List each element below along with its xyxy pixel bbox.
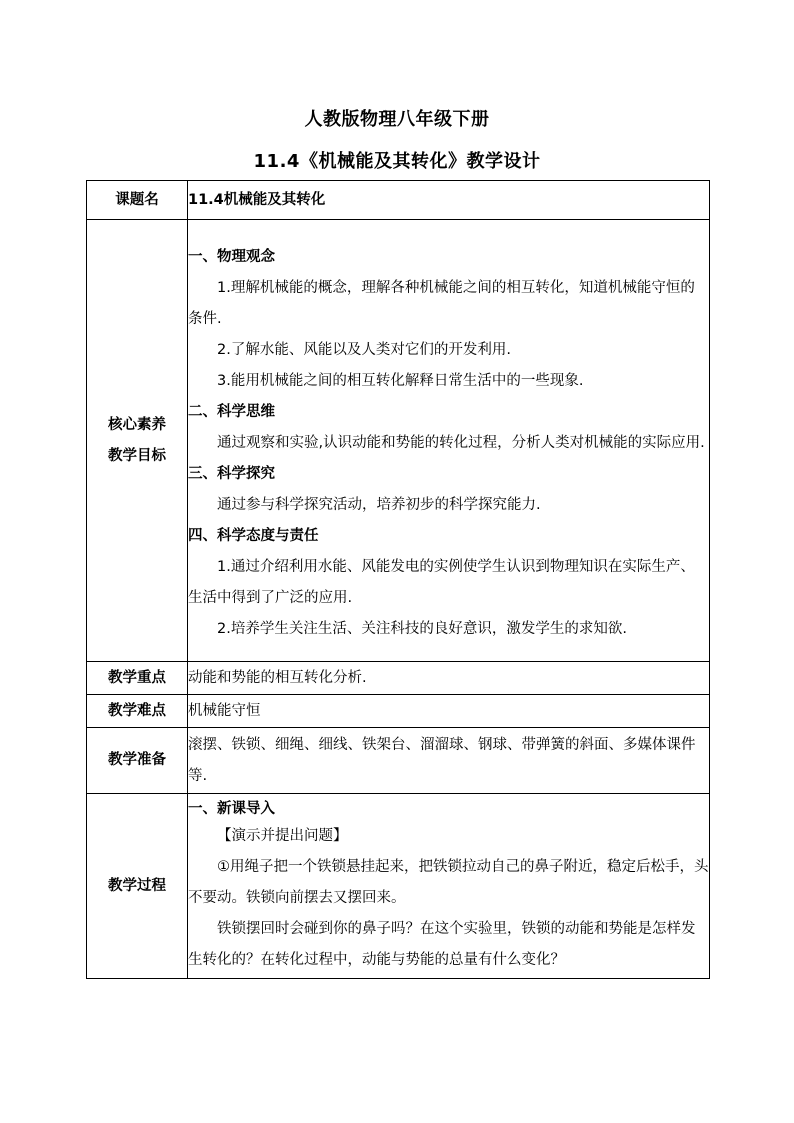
table-row-process xyxy=(87,794,710,979)
topic-label: 课题名 xyxy=(87,181,188,220)
process-label: 教学过程 xyxy=(87,794,188,979)
goals-section-heading: 四、科学态度与责任 xyxy=(188,528,319,544)
goals-paragraph: 通过参与科学探究活动，培养初步的科学探究能力. xyxy=(217,497,541,513)
preparation-label: 教学准备 xyxy=(87,728,188,794)
goals-section-heading: 一、物理观念 xyxy=(188,249,275,265)
difficulty-value xyxy=(188,695,710,728)
table-row-goals xyxy=(87,220,710,662)
goals-paragraph: 1.理解机械能的概念，理解各种机械能之间的相互转化，知道机械能守恒的条件. xyxy=(188,280,695,327)
lesson-plan-table xyxy=(86,180,710,979)
process-paragraph: 铁锁摆回时会碰到你的鼻子吗？在这个实验里，铁锁的动能和势能是怎样发生转化的？在转化过程中，动能与势能的总量有什么变化？ xyxy=(188,920,696,968)
goals-label xyxy=(87,220,188,662)
goals-paragraph: 2.了解水能、风能以及人类对它们的开发利用. xyxy=(217,342,511,358)
preparation-value xyxy=(188,728,710,794)
goals-paragraph: 3.能用机械能之间的相互转化解释日常生活中的一些现象. xyxy=(217,373,584,389)
goals-paragraph: 通过观察和实验,认识动能和势能的转化过程，分析人类对机械能的实际应用. xyxy=(217,435,705,451)
goals-paragraph: 1.通过介绍利用水能、风能发电的实例使学生认识到物理知识在实际生产、生活中得到了广泛的应用. xyxy=(188,559,695,606)
process-subheading: 【演示并提出问题】 xyxy=(217,827,348,844)
goals-section-heading: 二、科学思维 xyxy=(188,404,275,420)
preparation-text: 滚摆、铁锁、细绳、细线、铁架台、溜溜球、钢球、带弹簧的斜面、多媒体课件等. xyxy=(188,736,696,784)
difficulty-text: 机械能守恒 xyxy=(188,702,261,719)
table-row-key-point xyxy=(87,662,710,695)
difficulty-label: 教学难点 xyxy=(87,695,188,728)
goals-label-line1: 核心素养 xyxy=(108,416,166,433)
goals-section-heading: 三、科学探究 xyxy=(188,466,275,482)
topic-value xyxy=(188,181,710,220)
table-row-topic xyxy=(87,181,710,220)
goals-content xyxy=(188,220,710,662)
process-content xyxy=(188,794,710,979)
document-subtitle: 11.4《机械能及其转化》教学设计 xyxy=(253,151,541,172)
key-point-value xyxy=(188,662,710,695)
key-point-label: 教学重点 xyxy=(87,662,188,695)
process-heading: 一、新课导入 xyxy=(188,800,275,817)
process-paragraph: ①用绳子把一个铁锁悬挂起来，把铁锁拉动自己的鼻子附近，稳定后松手，头不要动。铁锁向前摆去又摆回来。 xyxy=(188,858,709,906)
goals-label-line2: 教学目标 xyxy=(108,447,166,464)
topic-text: 11.4机械能及其转化 xyxy=(188,191,326,208)
table-row-difficulty xyxy=(87,695,710,728)
document-title: 人教版物理八年级下册 xyxy=(304,109,490,130)
table-row-preparation xyxy=(87,728,710,794)
goals-paragraph: 2.培养学生关注生活、关注科技的良好意识，激发学生的求知欲. xyxy=(217,621,627,637)
key-point-text: 动能和势能的相互转化分析. xyxy=(188,669,367,686)
